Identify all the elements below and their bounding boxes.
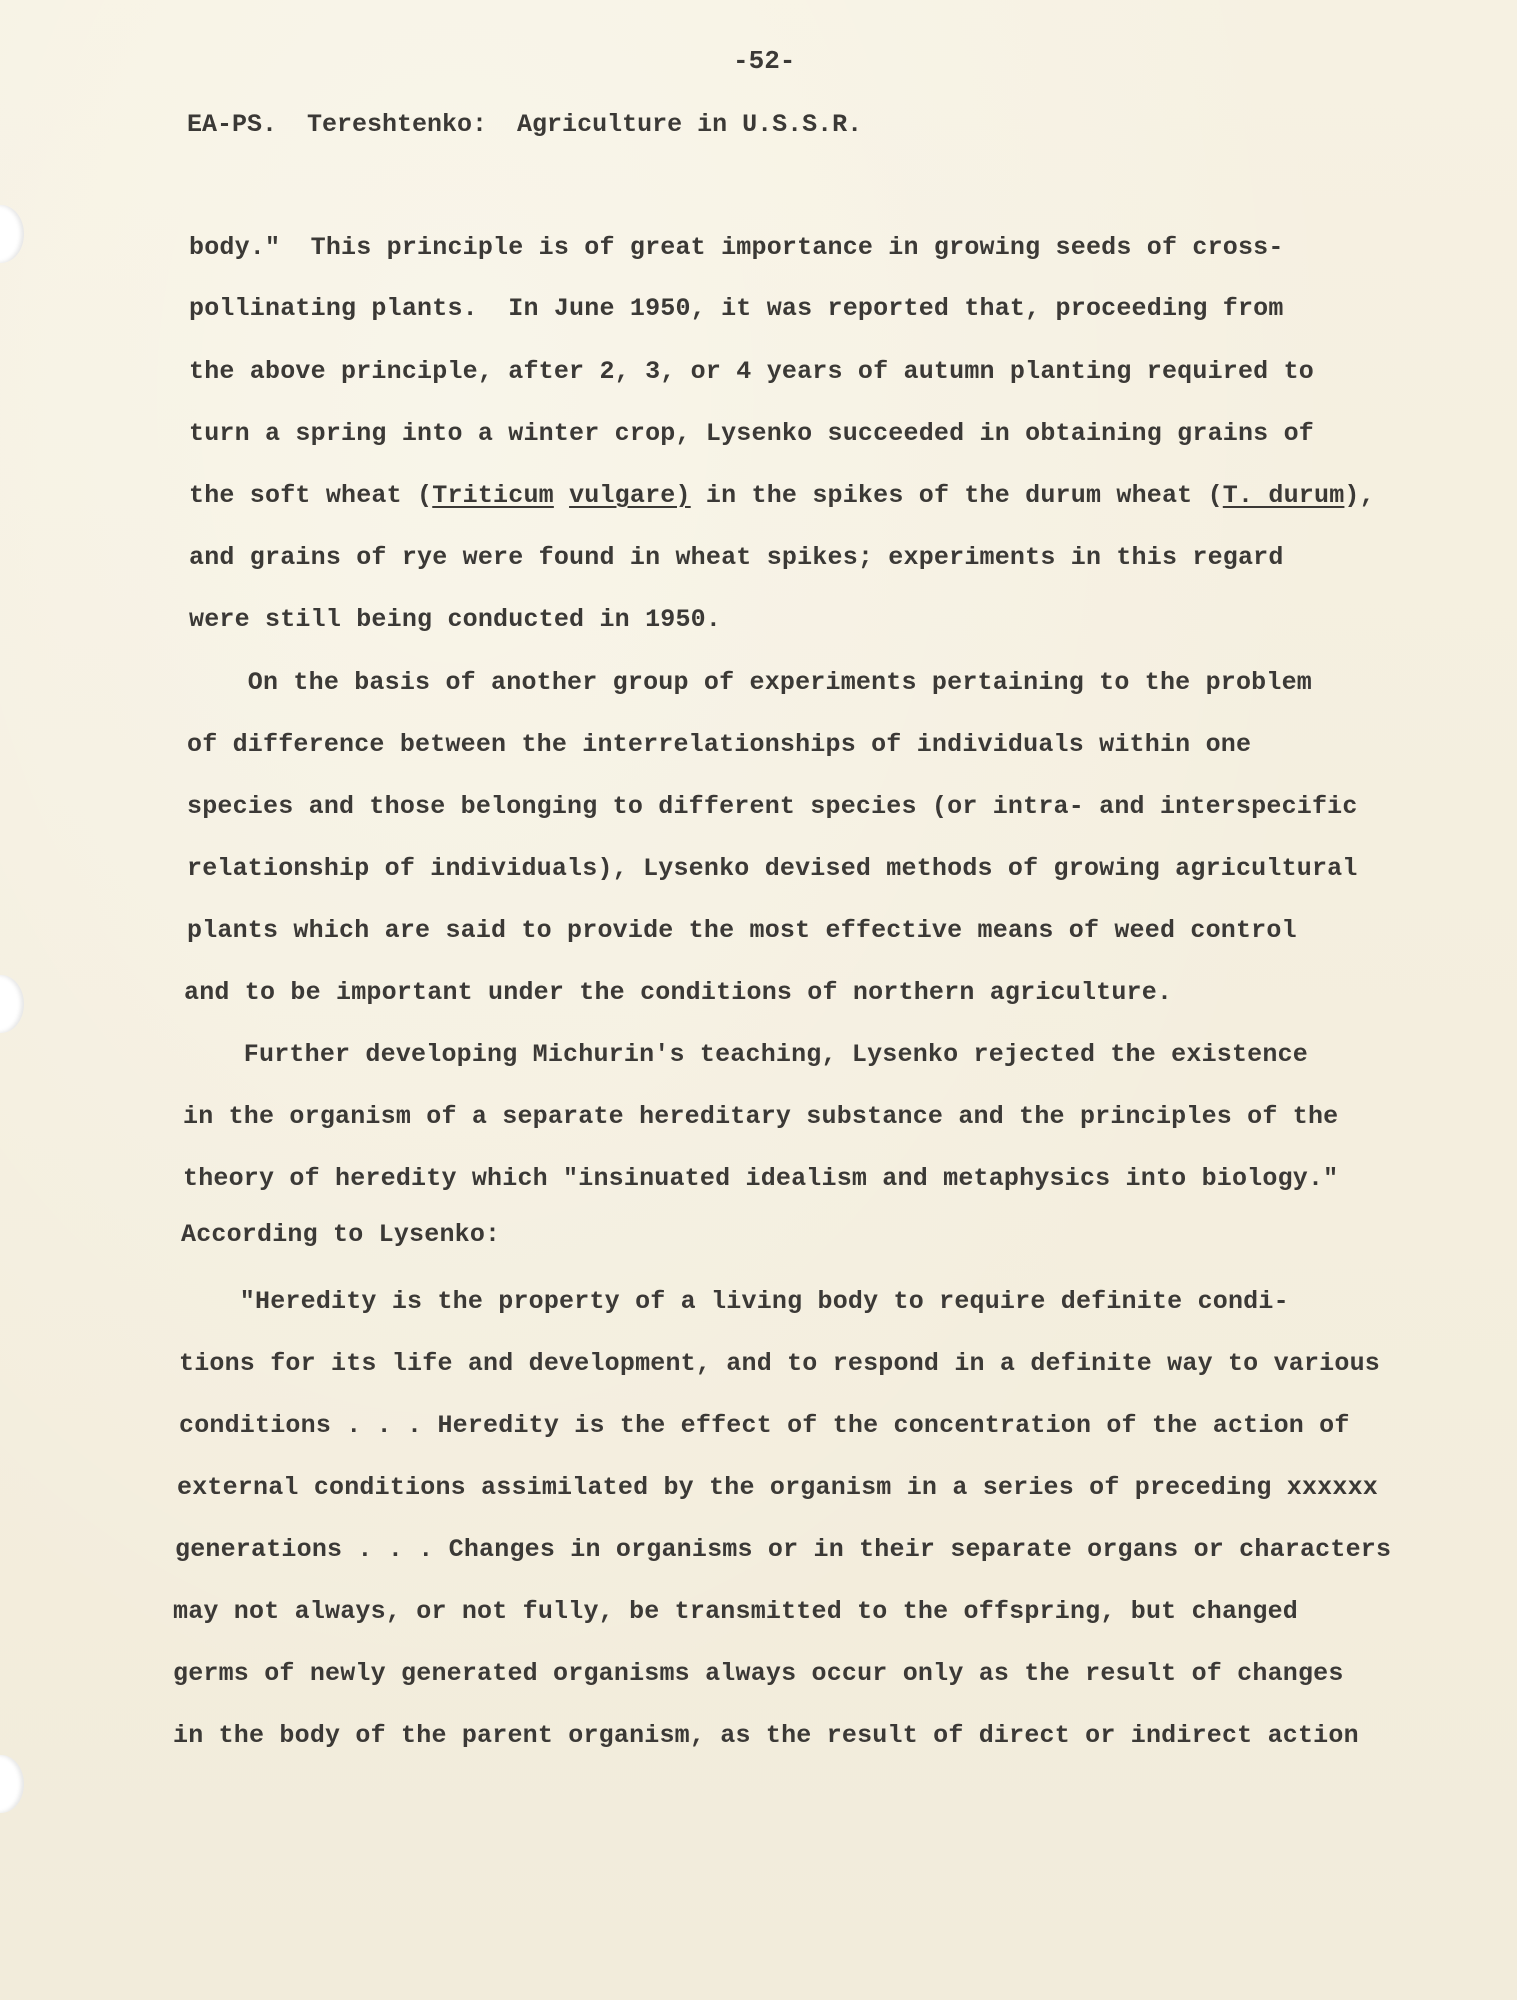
quote-line: "Heredity is the property of a living body to require definite condi- [179, 1287, 1289, 1316]
quote-line: tions for its life and development, and to respond in a definite way to various [179, 1349, 1380, 1378]
text-line: the above principle, after 2, 3, or 4 years of autumn planting required to [189, 357, 1314, 386]
quote-line: external conditions assimilated by the organism in a series of preceding xxxxxx [177, 1473, 1378, 1502]
text-line: were still being conducted in 1950. [189, 605, 722, 634]
quote-line: conditions . . . Heredity is the effect of the concentration of the action of [179, 1411, 1350, 1440]
text-segment: in the spikes of the durum wheat ( [690, 481, 1223, 510]
text-line: turn a spring into a winter crop, Lysenko succeeded in obtaining grains of [189, 419, 1314, 448]
text-line: and to be important under the conditions of northern agriculture. [184, 978, 1173, 1007]
quote-line: may not always, or not fully, be transmitted to the offspring, but changed [173, 1597, 1298, 1626]
punch-hole-middle [0, 975, 24, 1033]
text-line: pollinating plants. In June 1950, it was reported that, proceeding from [189, 294, 1284, 323]
quote-line: in the body of the parent organism, as the result of direct or indirect action [173, 1721, 1359, 1750]
text-line: relationship of individuals), Lysenko devised methods of growing agricultural [187, 854, 1358, 883]
quote-line: generations . . . Changes in organisms or in their separate organs or characters [175, 1535, 1392, 1564]
text-segment: the soft wheat ( [189, 481, 433, 510]
page-number: -52- [733, 46, 796, 76]
text-line: body." This principle is of great importance in growing seeds of cross- [189, 233, 1284, 262]
text-line: On the basis of another group of experiments pertaining to the problem [187, 668, 1312, 697]
underlined-taxon-genus: Triticum [432, 481, 554, 510]
text-line: theory of heredity which "insinuated idealism and metaphysics into biology." [183, 1164, 1339, 1193]
text-line: Further developing Michurin's teaching, Lysenko rejected the existence [183, 1040, 1308, 1069]
text-line: in the organism of a separate hereditary substance and the principles of the [183, 1102, 1339, 1131]
text-line: of difference between the interrelationships of individuals within one [187, 730, 1252, 759]
punch-hole-bottom [0, 1755, 24, 1813]
text-line: plants which are said to provide the most effective means of weed control [187, 916, 1297, 945]
underlined-taxon-durum: T. durum [1222, 481, 1345, 510]
text-line-with-taxa [189, 481, 1375, 511]
text-line: According to Lysenko: [181, 1220, 501, 1249]
text-line: species and those belonging to different species (or intra- and interspecific [187, 792, 1358, 821]
text-segment: ), [1344, 481, 1375, 510]
punch-hole-top [0, 205, 24, 263]
underlined-taxon-species: vulgare) [569, 481, 691, 510]
text-segment [554, 481, 569, 510]
text-line: and grains of rye were found in wheat spikes; experiments in this regard [189, 543, 1284, 572]
running-header: EA-PS. Tereshtenko: Agriculture in U.S.S.R. [187, 110, 863, 139]
quote-line: germs of newly generated organisms always occur only as the result of changes [173, 1659, 1344, 1688]
